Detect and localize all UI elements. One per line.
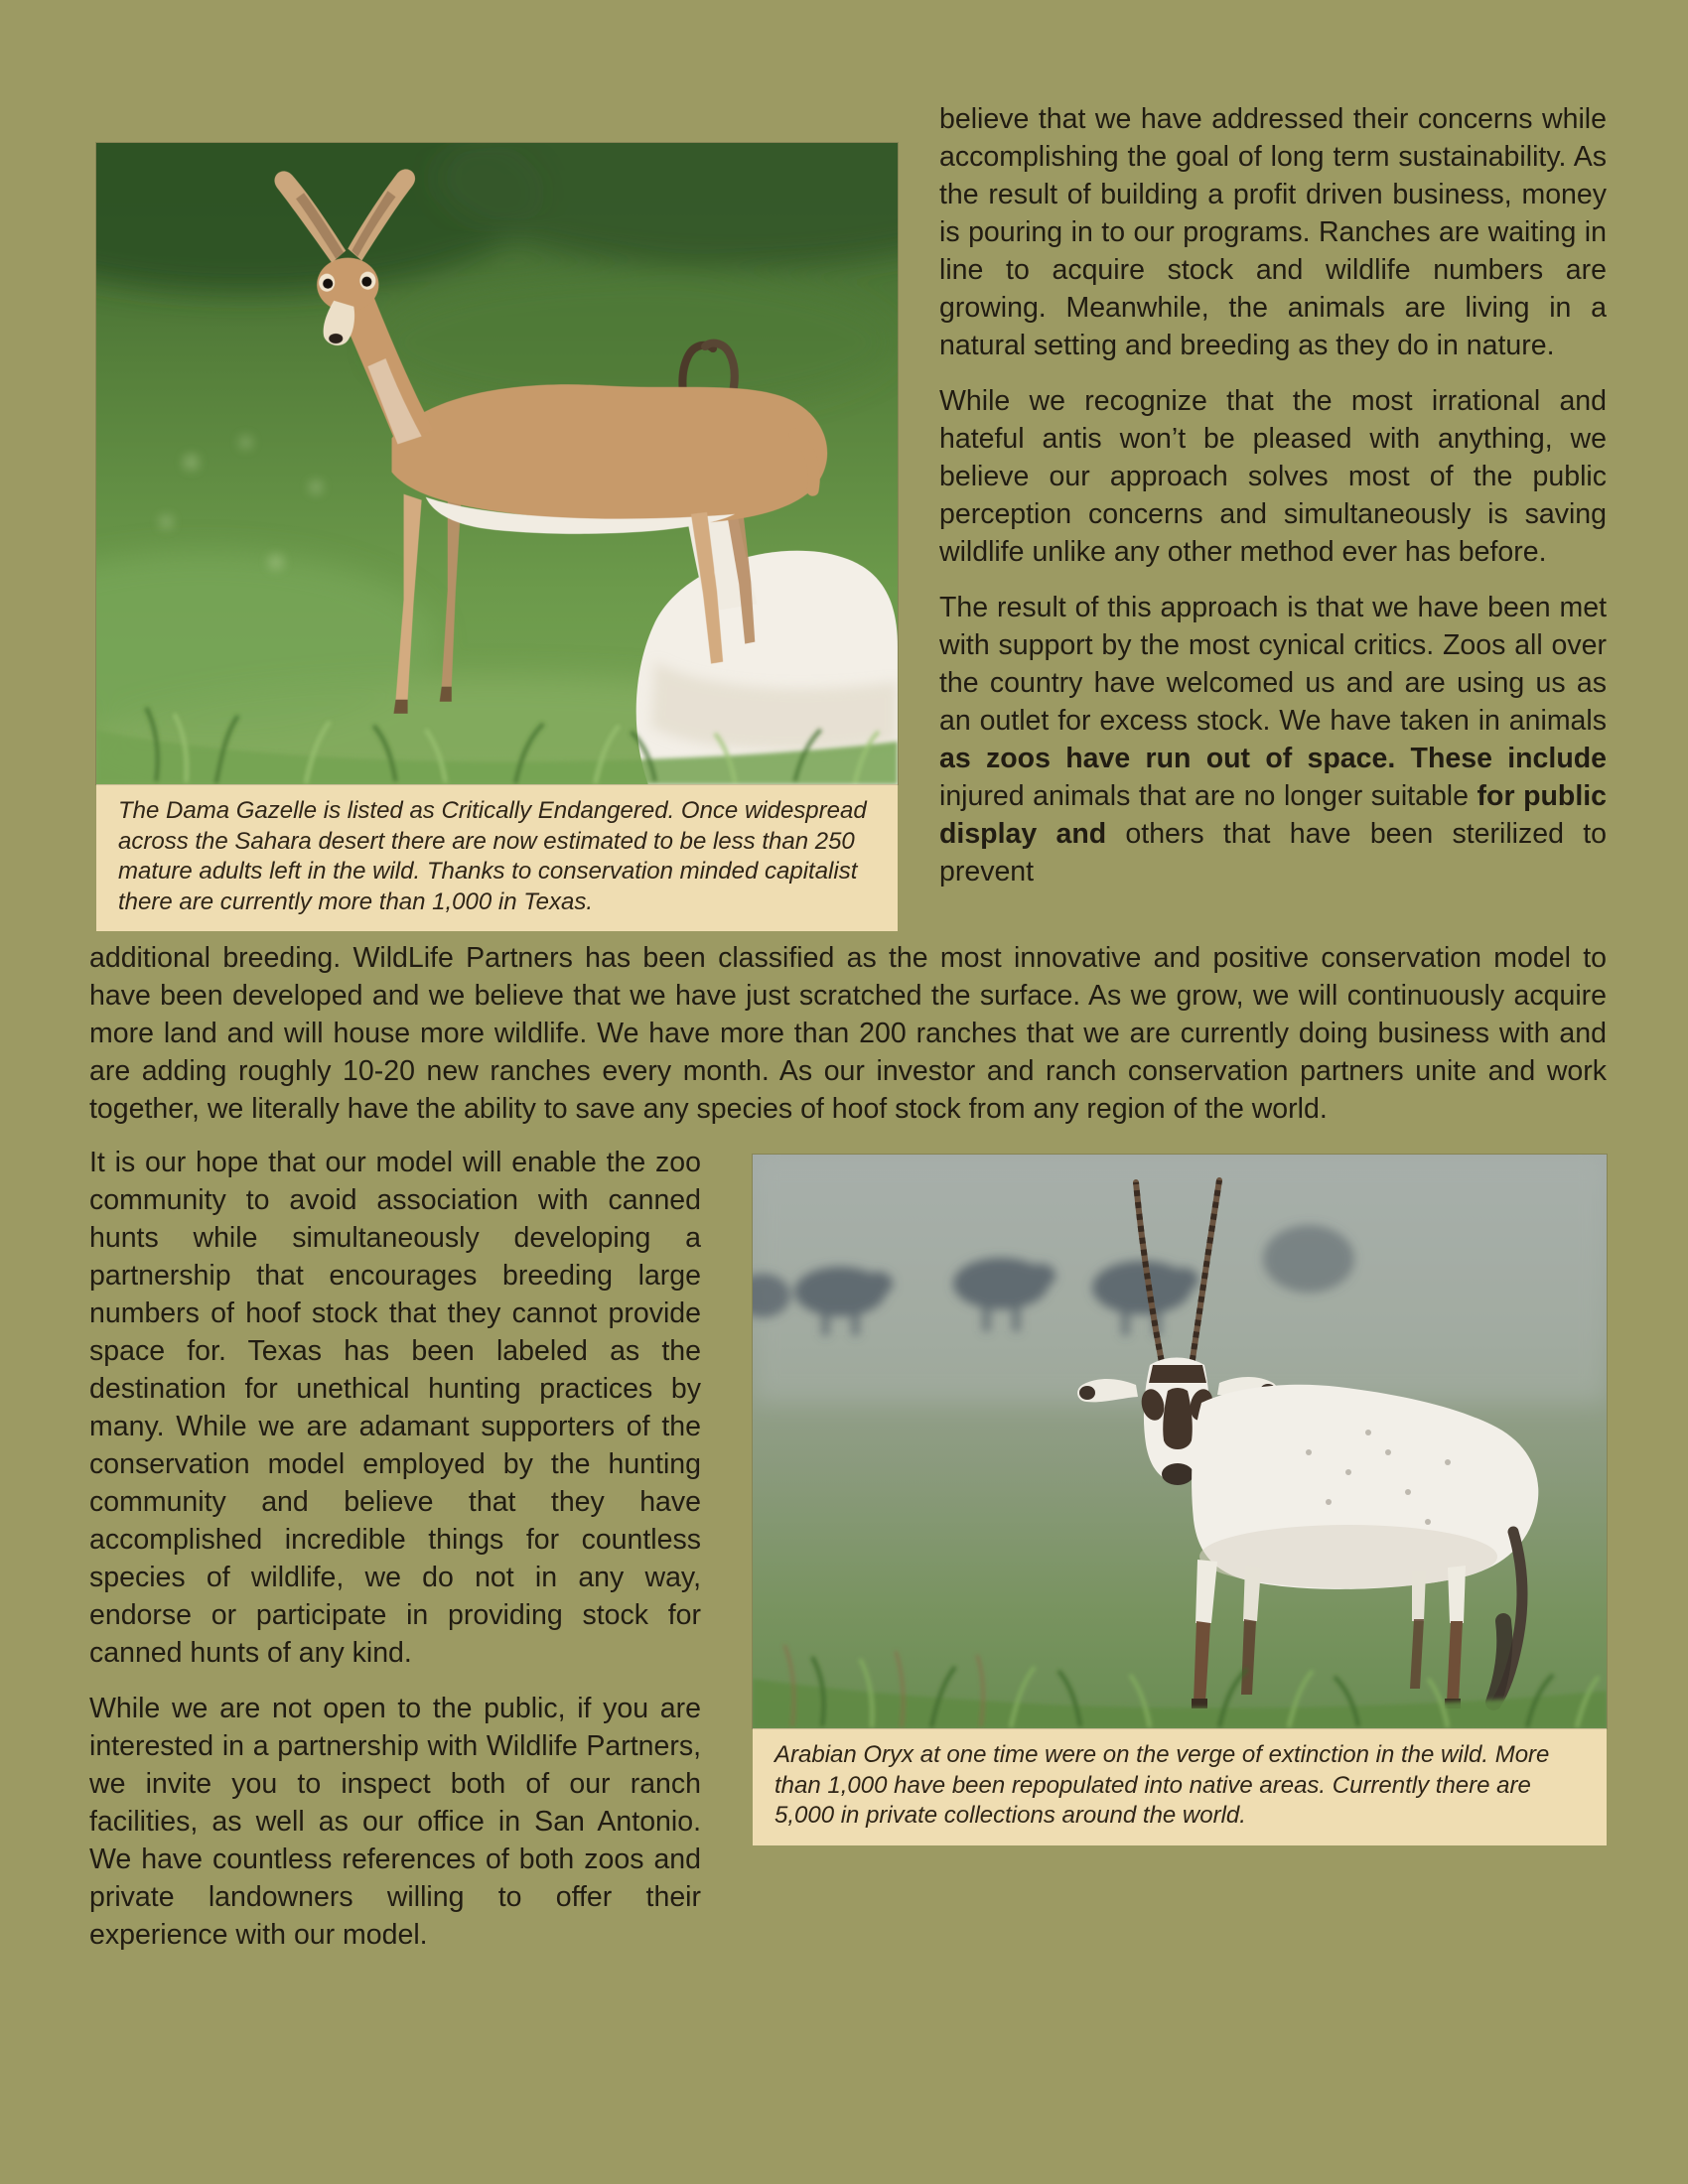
oryx-photo-block xyxy=(753,1155,1607,1845)
paragraph: It is our hope that our model will enable the zoo community to avoid association with canned hunts while simultaneously developing a partnership that encourages breeding large numbers of hoof stock that they cannot provide space for. Texas has been labeled as the destination for unethical hunting practices by many. While we are adamant supporters of the conservation model employed by the hunting community and believe that they have accomplished incredible things for countless species of wildlife, we do not in any way, endorse or participate in providing stock for canned hunts of any kind. xyxy=(89,1147,701,1670)
oryx-photo-frame xyxy=(753,1155,1607,1728)
paragraph: While we recognize that the most irrational and hateful antis won’t be pleased with anything, we believe our approach solves most of the public perception concerns and simultaneously is saving wildlife unlike any other method ever has before. xyxy=(939,385,1607,568)
paragraph: While we are not open to the public, if you are interested in a partnership with Wildlife Partners, we invite you to inspect both of our ranch facilities, as well as our office in San Antonio. We have countless references of both zoos and private landowners willing to offer their experience with our model. xyxy=(89,1693,701,1952)
top-section xyxy=(89,99,1607,931)
paragraph: believe that we have addressed their concerns while accomplishing the goal of long term sustainability. As the result of building a profit driven business, money is pouring in to our programs. Ranches are waiting in line to acquire stock and wildlife numbers are growing. Meanwhile, the animals are living in a natural setting and breeding as they do in nature. xyxy=(939,103,1607,361)
right-text-column xyxy=(939,100,1607,890)
full-width-text xyxy=(89,939,1607,1128)
bottom-section xyxy=(89,1144,1607,1954)
oryx-caption: Arabian Oryx at one time were on the verge of extinction in the wild. More than 1,000 have been repopulated into native areas. Currently there are 5,000 in private collections around the world. xyxy=(753,1728,1607,1845)
dama-caption: The Dama Gazelle is listed as Critically Endangered. Once widespread across the Sahara desert there are now estimated to be less than 250 mature adults left in the wild. Thanks to conservation minded capitalist there are currently more than 1,000 in Texas. xyxy=(96,784,898,931)
dama-gazelle-photo xyxy=(96,143,898,784)
paragraph: additional breeding. WildLife Partners has been classified as the most innovative and positive conservation model to have been developed and we believe that we have just scratched the surface. As we grow, we will continuously acquire more land and will house more wildlife. We have more than 200 ranches that we are currently doing business with and are adding roughly 10-20 new ranches every month. As our investor and ranch conservation partners unite and work together, we literally have the ability to save any species of hoof stock from any region of the world. xyxy=(89,942,1607,1126)
bottom-left-text-column xyxy=(89,1144,701,1954)
arabian-oryx-photo xyxy=(753,1155,1607,1728)
dama-photo-block xyxy=(96,143,898,931)
paragraph: The result of this approach is that we have been met with support by the most cynical critics. Zoos all over the country have welcomed us and are using us as an outlet for excess stock. We have taken in animals as zoos have run out of space. These include injured animals that are no longer suitable for public display and others that have been sterilized to prevent xyxy=(939,592,1608,887)
dama-photo-frame xyxy=(96,143,898,784)
